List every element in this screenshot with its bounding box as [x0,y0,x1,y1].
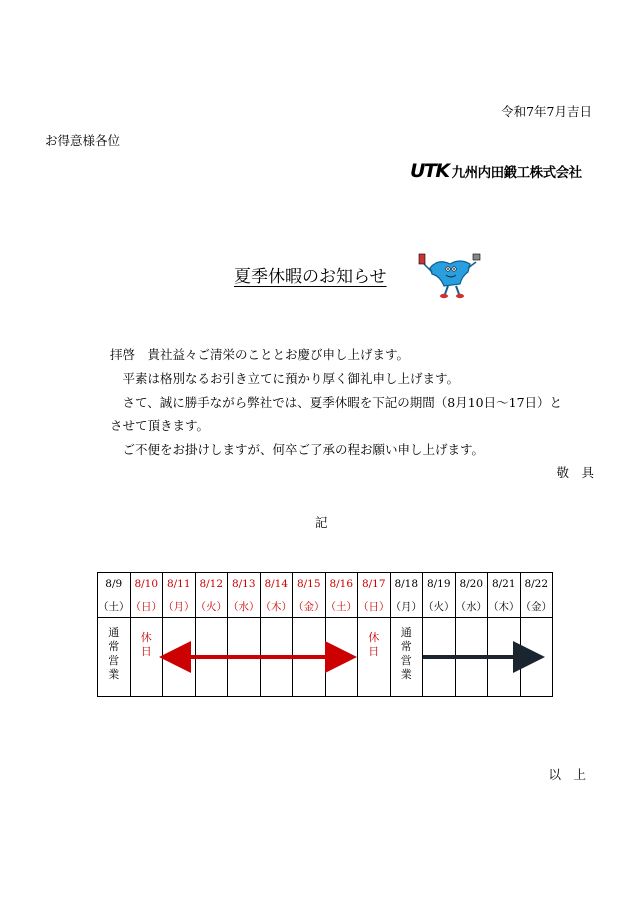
calendar-weekday-cell: （日） [358,595,391,618]
calendar-date-cell: 8/18 [390,573,423,596]
normal-business-label: 通常営業 [108,626,120,681]
calendar-weekday-cell: （火） [423,595,456,618]
calendar-weekday-cell: （月） [163,595,196,618]
body-line: ご不便をお掛けしますが、何卒ご了承の程お願い申し上げます。 [110,442,485,457]
calendar-date-cell: 8/9 [98,573,131,596]
calendar-date-cell: 8/22 [520,573,553,596]
calendar-weekday-cell: （木） [488,595,521,618]
addressee: お得意様各位 [45,133,121,148]
calendar-weekday-cell: （日） [130,595,163,618]
calendar-weekday-cell: （木） [260,595,293,618]
calendar-date-cell: 8/20 [455,573,488,596]
calendar-date-cell: 8/13 [228,573,261,596]
calendar-date-cell: 8/17 [358,573,391,596]
body-line: 平素は格別なるお引き立てに預かり厚く御礼申し上げます。 [110,371,460,386]
ki-marker: 記 [315,515,328,530]
calendar-date-cell: 8/15 [293,573,326,596]
body-line: 拝啓 貴社益々ご清栄のこととお慶び申し上げます。 [110,347,410,362]
calendar-date-cell: 8/14 [260,573,293,596]
company-block [410,160,582,182]
calendar-date-cell: 8/10 [130,573,163,596]
calendar-date-cell: 8/11 [163,573,196,596]
calendar-weekday-cell: （月） [390,595,423,618]
calendar-weekday-row [98,595,553,618]
calendar-date-cell: 8/21 [488,573,521,596]
mascot-icon [416,250,482,300]
calendar-date-row [98,573,553,596]
calendar-arrows [97,616,545,696]
calendar-weekday-cell: （金） [293,595,326,618]
holiday-label: 休日 [368,631,380,658]
issue-date: 令和7年7月吉日 [501,104,592,119]
calendar-weekday-cell: （水） [228,595,261,618]
company-name: 九州内田鍛工株式会社 [451,165,582,181]
calendar-weekday-cell: （火） [195,595,228,618]
calendar-weekday-cell: （水） [455,595,488,618]
calendar-date-cell: 8/12 [195,573,228,596]
body-line: さて、誠に勝手ながら弊社では、夏季休暇を下記の期間（8月10日～17日）と [110,395,563,410]
calendar-weekday-cell: （金） [520,595,553,618]
ijou-end-marker: 以 上 [548,767,586,782]
calendar-weekday-cell: （土） [325,595,358,618]
body-line: させて頂きます。 [110,418,210,433]
company-logo: UTK [410,160,449,182]
holiday-label: 休日 [140,631,152,658]
calendar-weekday-cell: （土） [98,595,131,618]
calendar-date-cell: 8/16 [325,573,358,596]
page-title: 夏季休暇のお知らせ [234,267,387,287]
normal-business-label: 通常営業 [400,626,412,681]
calendar-date-cell: 8/19 [423,573,456,596]
closing-keigu: 敬 具 [556,465,594,480]
